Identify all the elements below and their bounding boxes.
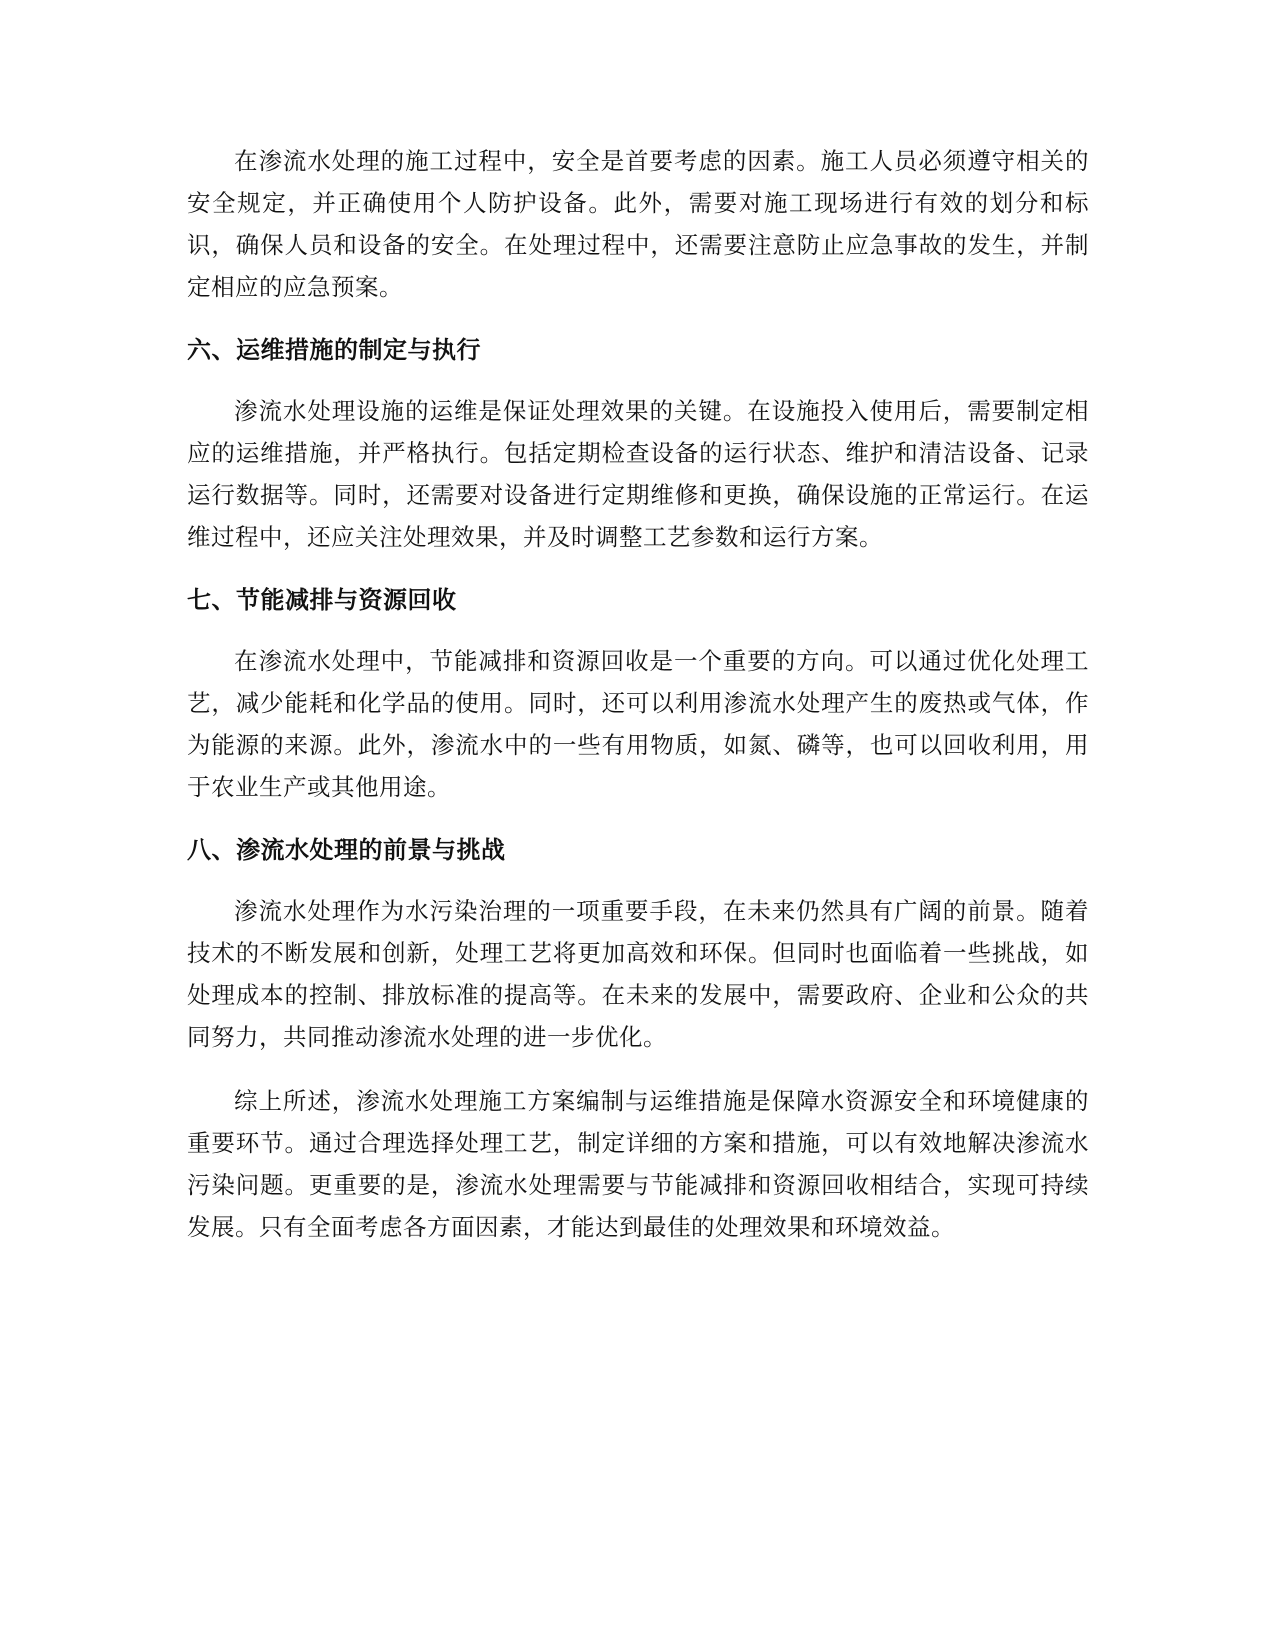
section-heading-energy: 七、节能减排与资源回收 <box>187 586 457 614</box>
energy-paragraph: 在渗流水处理中，节能减排和资源回收是一个重要的方向。可以通过优化处理工艺，减少能耗和化学品的使用。同时，还可以利用渗流水处理产生的废热或气体，作为能源的来源。此外，渗流水中的一些有用物质，如氮、磷等，也可以回收利用，用于农业生产或其他用途。 <box>187 647 1089 801</box>
safety-paragraph: 在渗流水处理的施工过程中，安全是首要考虑的因素。施工人员必须遵守相关的安全规定，并正确使用个人防护设备。此外，需要对施工现场进行有效的划分和标识，确保人员和设备的安全。在处理过程中，还需要注意防止应急事故的发生，并制定相应的应急预案。 <box>187 147 1089 301</box>
conclusion-paragraph: 综上所述，渗流水处理施工方案编制与运维措施是保障水资源安全和环境健康的重要环节。通过合理选择处理工艺，制定详细的方案和措施，可以有效地解决渗流水污染问题。更重要的是，渗流水处理需要与节能减排和资源回收相结合，实现可持续发展。只有全面考虑各方面因素，才能达到最佳的处理效果和环境效益。 <box>187 1087 1089 1241</box>
section-heading-outlook: 八、渗流水处理的前景与挑战 <box>187 836 506 864</box>
document-body <box>187 140 1089 1270</box>
operations-paragraph: 渗流水处理设施的运维是保证处理效果的关键。在设施投入使用后，需要制定相应的运维措施，并严格执行。包括定期检查设备的运行状态、维护和清洁设备、记录运行数据等。同时，还需要对设备进行定期维修和更换，确保设施的正常运行。在运维过程中，还应关注处理效果，并及时调整工艺参数和运行方案。 <box>187 397 1089 551</box>
outlook-paragraph: 渗流水处理作为水污染治理的一项重要手段，在未来仍然具有广阔的前景。随着技术的不断发展和创新，处理工艺将更加高效和环保。但同时也面临着一些挑战，如处理成本的控制、排放标准的提高等。在未来的发展中，需要政府、企业和公众的共同努力，共同推动渗流水处理的进一步优化。 <box>187 897 1089 1051</box>
section-heading-operations: 六、运维措施的制定与执行 <box>187 336 481 364</box>
